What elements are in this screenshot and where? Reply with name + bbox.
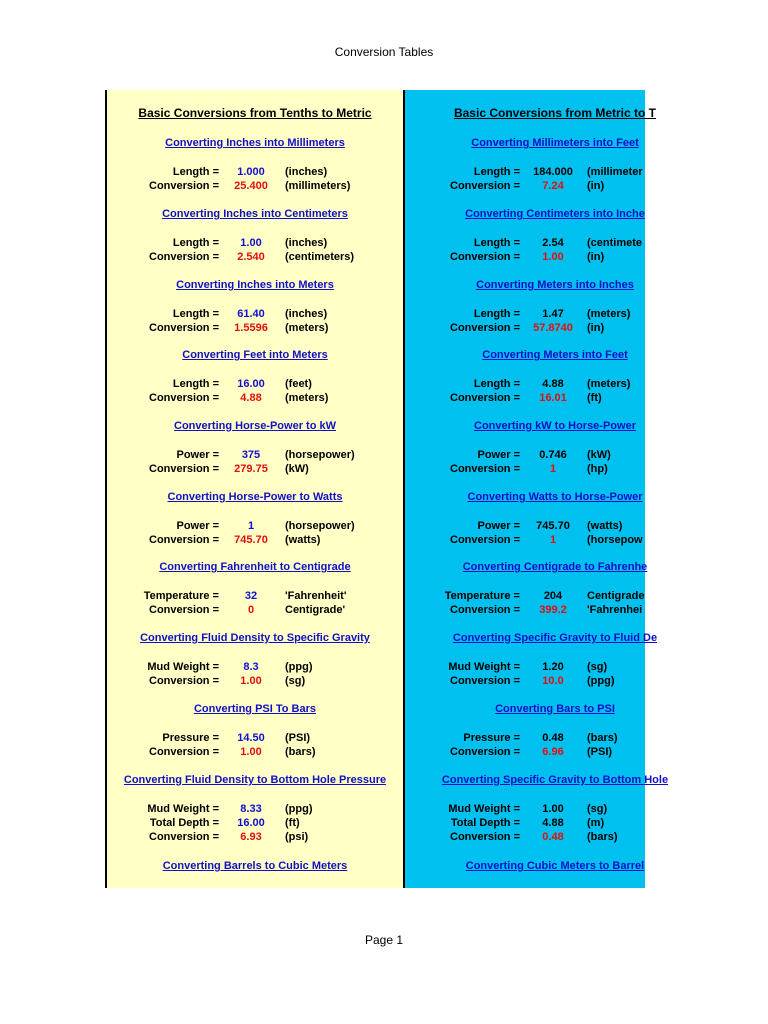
row-unit: (in) [587, 251, 605, 263]
row-label: Mud Weight = [147, 661, 219, 673]
row-unit: (centimeters) [285, 251, 355, 263]
conversion-row [405, 831, 705, 845]
section-heading: Converting Inches into Meters [176, 279, 334, 291]
row-unit: (meters) [285, 392, 329, 404]
row-value: 1.00 [240, 675, 262, 687]
row-label: Power = [176, 449, 219, 461]
row-value: 0.746 [539, 449, 567, 461]
row-label: Conversion = [450, 463, 520, 475]
row-label: Total Depth = [149, 817, 219, 829]
conversion-row [405, 392, 705, 406]
row-unit: (horsepower) [285, 520, 355, 532]
row-value: 16.00 [237, 817, 265, 829]
conversion-row [107, 251, 403, 265]
row-value: 8.3 [243, 661, 259, 673]
conversion-row [107, 463, 403, 477]
section-heading: Converting Fluid Density to Specific Gravity [140, 632, 370, 644]
row-value: 10.0 [542, 675, 564, 687]
conversion-row [405, 604, 705, 618]
conversion-row [405, 251, 705, 265]
page-footer: Page 1 [364, 933, 404, 947]
row-label: Conversion = [450, 251, 520, 263]
row-label: Conversion = [149, 463, 219, 475]
row-label: Conversion = [450, 180, 520, 192]
row-label: Length = [172, 378, 219, 390]
conversion-row [405, 378, 705, 392]
row-value: 1.00 [240, 237, 262, 249]
section-heading: Converting PSI To Bars [193, 703, 317, 715]
row-unit: (meters) [285, 322, 329, 334]
section-heading: Converting Barrels to Cubic Meters [162, 860, 348, 872]
row-label: Conversion = [450, 604, 520, 616]
row-label: Conversion = [450, 746, 520, 758]
row-unit: (in) [587, 322, 605, 334]
section-heading: Converting Meters into Feet [482, 349, 628, 361]
conversion-row [405, 166, 705, 180]
row-unit: (hp) [587, 463, 608, 475]
row-unit: (meters) [587, 308, 631, 320]
row-value: 745.70 [234, 534, 268, 546]
row-unit: (watts) [587, 520, 623, 532]
row-unit: (kW) [587, 449, 611, 461]
conversion-row [405, 449, 705, 463]
conversion-row [405, 590, 705, 604]
row-unit: (watts) [285, 534, 321, 546]
section-heading: Converting Millimeters into Feet [471, 137, 639, 149]
conversion-row [107, 520, 403, 534]
row-label: Power = [477, 449, 520, 461]
row-label: Conversion = [450, 534, 520, 546]
conversion-row [107, 675, 403, 689]
row-label: Mud Weight = [448, 803, 520, 815]
row-value: 6.93 [240, 831, 262, 843]
conversion-row [405, 675, 705, 689]
row-unit: (ft) [285, 817, 300, 829]
row-unit: (inches) [285, 308, 328, 320]
row-unit: (sg) [587, 661, 608, 673]
section-heading: Converting Horse-Power to kW [174, 420, 336, 432]
conversion-row [405, 308, 705, 322]
conversion-row [405, 180, 705, 194]
conversion-row [107, 378, 403, 392]
section-heading: Converting Centimeters into Inche [465, 208, 645, 220]
row-value: 4.88 [542, 817, 564, 829]
conversion-sheet [105, 90, 669, 888]
row-value: 57.8740 [533, 322, 573, 334]
conversion-row [107, 831, 403, 845]
row-unit: (horsepow [587, 534, 643, 546]
conversion-row [107, 322, 403, 336]
conversion-row [107, 817, 403, 831]
right-column [405, 90, 669, 888]
row-value: 745.70 [536, 520, 570, 532]
row-value: 32 [244, 590, 258, 602]
row-label: Conversion = [450, 322, 520, 334]
row-label: Conversion = [149, 251, 219, 263]
row-label: Power = [176, 520, 219, 532]
conversion-row [107, 732, 403, 746]
row-unit: (PSI) [587, 746, 613, 758]
row-value: 1 [549, 463, 557, 475]
row-unit: (ppg) [587, 675, 615, 687]
row-unit: (kW) [285, 463, 309, 475]
row-label: Conversion = [450, 675, 520, 687]
row-value: 279.75 [234, 463, 268, 475]
conversion-row [107, 237, 403, 251]
row-unit: (ft) [587, 392, 602, 404]
row-label: Temperature = [143, 590, 219, 602]
row-label: Conversion = [149, 675, 219, 687]
conversion-row [405, 463, 705, 477]
row-value: 399.2 [539, 604, 567, 616]
row-unit: (m) [587, 817, 605, 829]
row-unit: (horsepower) [285, 449, 355, 461]
row-unit: (feet) [285, 378, 312, 390]
conversion-row [405, 803, 705, 817]
row-unit: (ppg) [285, 803, 313, 815]
row-value: 0.48 [542, 732, 564, 744]
row-unit: 'Fahrenheit' [285, 590, 347, 602]
section-heading: Converting Cubic Meters to Barrel [465, 860, 645, 872]
row-label: Conversion = [149, 534, 219, 546]
section-heading: Converting Inches into Millimeters [165, 137, 345, 149]
row-value: 1.00 [542, 803, 564, 815]
section-heading: Converting Bars to PSI [495, 703, 615, 715]
conversion-row [405, 817, 705, 831]
conversion-row [405, 322, 705, 336]
row-value: 8.33 [240, 803, 262, 815]
row-value: 1.00 [542, 251, 564, 263]
section-heading: Converting Meters into Inches [476, 279, 634, 291]
row-value: 204 [543, 590, 563, 602]
row-unit: (bars) [587, 732, 618, 744]
row-unit: (bars) [285, 746, 316, 758]
row-value: 1 [549, 534, 557, 546]
row-unit: (meters) [587, 378, 631, 390]
row-label: Mud Weight = [448, 661, 520, 673]
conversion-row [405, 237, 705, 251]
row-label: Temperature = [444, 590, 520, 602]
conversion-row [107, 180, 403, 194]
conversion-row [107, 604, 403, 618]
conversion-row [107, 449, 403, 463]
section-heading: Converting Fluid Density to Bottom Hole Pressure [123, 774, 387, 786]
row-label: Length = [473, 378, 520, 390]
row-unit: (inches) [285, 166, 328, 178]
row-unit: 'Fahrenhei [587, 604, 643, 616]
row-value: 0 [247, 604, 255, 616]
row-value: 1.5596 [234, 322, 268, 334]
section-heading: Converting Inches into Centimeters [162, 208, 348, 220]
conversion-row [405, 520, 705, 534]
conversion-row [405, 534, 705, 548]
conversion-row [107, 392, 403, 406]
conversion-row [107, 534, 403, 548]
row-label: Length = [473, 308, 520, 320]
section-heading: Converting Feet into Meters [182, 349, 328, 361]
section-heading: Converting Specific Gravity to Bottom Hole [441, 774, 669, 786]
row-value: 4.88 [240, 392, 262, 404]
row-value: 16.01 [539, 392, 567, 404]
section-heading: Converting Specific Gravity to Fluid De [452, 632, 658, 644]
row-label: Length = [172, 237, 219, 249]
section-heading: Converting Horse-Power to Watts [167, 491, 343, 503]
row-unit: (centimete [587, 237, 643, 249]
row-unit: Centigrade' [285, 604, 346, 616]
row-label: Conversion = [149, 604, 219, 616]
row-value: 2.54 [542, 237, 564, 249]
row-value: 1.00 [240, 746, 262, 758]
section-heading: Converting Watts to Horse-Power [467, 491, 643, 503]
row-label: Length = [473, 166, 520, 178]
conversion-row [107, 308, 403, 322]
conversion-row [107, 746, 403, 760]
row-label: Conversion = [450, 831, 520, 843]
conversion-row [107, 661, 403, 675]
row-unit: (millimeter [587, 166, 643, 178]
row-unit: (in) [587, 180, 605, 192]
row-label: Conversion = [149, 831, 219, 843]
conversion-row [405, 661, 705, 675]
row-value: 375 [241, 449, 261, 461]
row-unit: (bars) [587, 831, 618, 843]
row-unit: (inches) [285, 237, 328, 249]
conversion-row [405, 732, 705, 746]
row-unit: (sg) [587, 803, 608, 815]
row-unit: (millimeters) [285, 180, 351, 192]
section-heading: Converting kW to Horse-Power [474, 420, 636, 432]
row-label: Conversion = [149, 392, 219, 404]
row-label: Pressure = [463, 732, 520, 744]
row-value: 14.50 [237, 732, 265, 744]
row-value: 25.400 [234, 180, 268, 192]
row-value: 1.47 [542, 308, 564, 320]
right-column-title: Basic Conversions from Metric to T [453, 106, 657, 120]
conversion-row [107, 590, 403, 604]
row-label: Power = [477, 520, 520, 532]
row-unit: (sg) [285, 675, 306, 687]
row-label: Conversion = [149, 180, 219, 192]
row-value: 184.000 [533, 166, 573, 178]
conversion-row [107, 166, 403, 180]
row-label: Mud Weight = [147, 803, 219, 815]
row-value: 2.540 [237, 251, 265, 263]
left-column-title: Basic Conversions from Tenths to Metric [138, 106, 372, 120]
row-value: 1.20 [542, 661, 564, 673]
row-unit: (psi) [285, 831, 309, 843]
row-label: Length = [172, 308, 219, 320]
row-value: 0.48 [542, 831, 564, 843]
row-value: 1 [247, 520, 255, 532]
conversion-row [405, 746, 705, 760]
row-value: 6.96 [542, 746, 564, 758]
conversion-row [107, 803, 403, 817]
row-unit: Centigrade [587, 590, 645, 602]
section-heading: Converting Fahrenheit to Centigrade [159, 561, 351, 573]
row-value: 4.88 [542, 378, 564, 390]
row-label: Pressure = [162, 732, 219, 744]
row-label: Conversion = [450, 392, 520, 404]
row-value: 16.00 [237, 378, 265, 390]
row-label: Conversion = [149, 746, 219, 758]
row-value: 7.24 [542, 180, 564, 192]
left-column [107, 90, 405, 888]
page-header: Conversion Tables [334, 45, 434, 59]
row-label: Length = [172, 166, 219, 178]
row-label: Conversion = [149, 322, 219, 334]
row-unit: (ppg) [285, 661, 313, 673]
row-label: Length = [473, 237, 520, 249]
row-value: 61.40 [237, 308, 265, 320]
section-heading: Converting Centigrade to Fahrenhe [462, 561, 648, 573]
row-label: Total Depth = [450, 817, 520, 829]
row-unit: (PSI) [285, 732, 311, 744]
row-value: 1.000 [237, 166, 265, 178]
